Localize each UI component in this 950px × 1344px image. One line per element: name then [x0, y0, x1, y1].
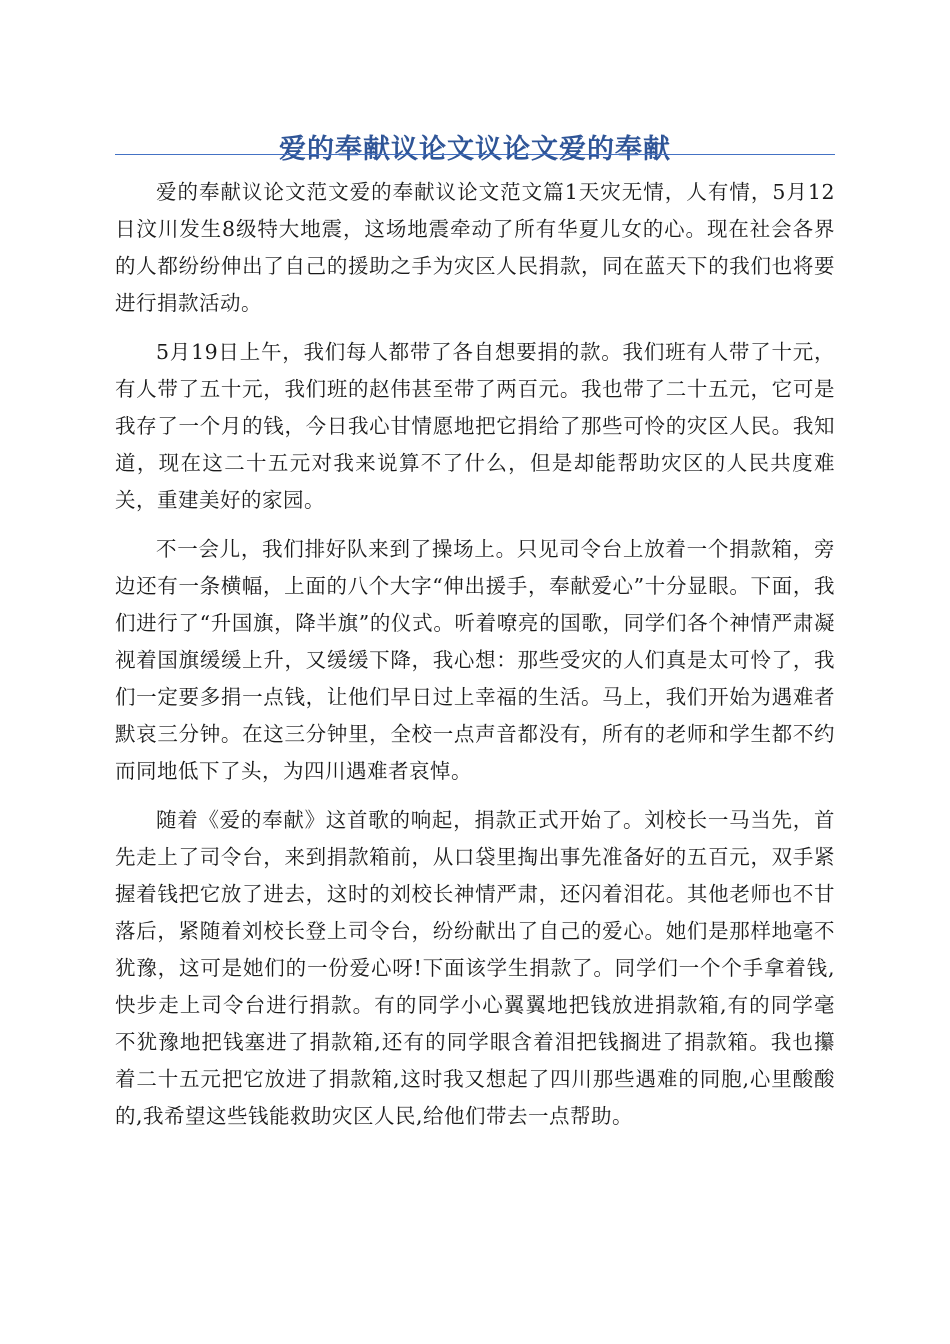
document-body: [115, 174, 835, 1147]
paragraph-1: 爱的奉献议论文范文爱的奉献议论文范文篇1天灾无情，人有情，5月12日汶川发生8级特大地震，这场地震牵动了所有华夏儿女的心。现在社会各界的人都纷纷伸出了自己的援助之手为灾区人民捐款，同在蓝天下的我们也将要进行捐款活动。: [115, 180, 835, 315]
paragraph-4: 随着《爱的奉献》这首歌的响起，捐款正式开始了。刘校长一马当先，首先走上了司令台，来到捐款箱前，从口袋里掏出事先准备好的五百元，双手紧握着钱把它放了进去，这时的刘校长神情严肃，还闪着泪花。其他老师也不甘落后，紧随着刘校长登上司令台，纷纷献出了自己的爱心。她们是那样地毫不犹豫，这可是她们的一份爱心呀!下面该学生捐款了。同学们一个个手拿着钱,快步走上司令台进行捐款。有的同学小心翼翼地把钱放进捐款箱,有的同学毫不犹豫地把钱塞进了捐款箱,还有的同学眼含着泪把钱搁进了捐款箱。我也攥着二十五元把它放进了捐款箱,这时我又想起了四川那些遇难的同胞,心里酸酸的,我希望这些钱能救助灾区人民,给他们带去一点帮助。: [115, 808, 835, 1128]
title-underline: [115, 154, 835, 155]
paragraph-2: 5月19日上午，我们每人都带了各自想要捐的款。我们班有人带了十元，有人带了五十元，我们班的赵伟甚至带了两百元。我也带了二十五元，它可是我存了一个月的钱，今日我心甘情愿地把它捐给了那些可怜的灾区人民。我知道，现在这二十五元对我来说算不了什么，但是却能帮助灾区的人民共度难关，重建美好的家园。: [115, 340, 835, 512]
document-title: 爱的奉献议论文议论文爱的奉献: [279, 134, 671, 166]
paragraph-3: 不一会儿，我们排好队来到了操场上。只见司令台上放着一个捐款箱，旁边还有一条横幅，上面的八个大字“伸出援手，奉献爱心”十分显眼。下面，我们进行了“升国旗，降半旗”的仪式。听着嘹亮的国歌，同学们各个神情严肃凝视着国旗缓缓上升，又缓缓下降，我心想：那些受灾的人们真是太可怜了，我们一定要多捐一点钱，让他们早日过上幸福的生活。马上，我们开始为遇难者默哀三分钟。在这三分钟里，全校一点声音都没有，所有的老师和学生都不约而同地低下了头，为四川遇难者哀悼。: [115, 537, 835, 783]
